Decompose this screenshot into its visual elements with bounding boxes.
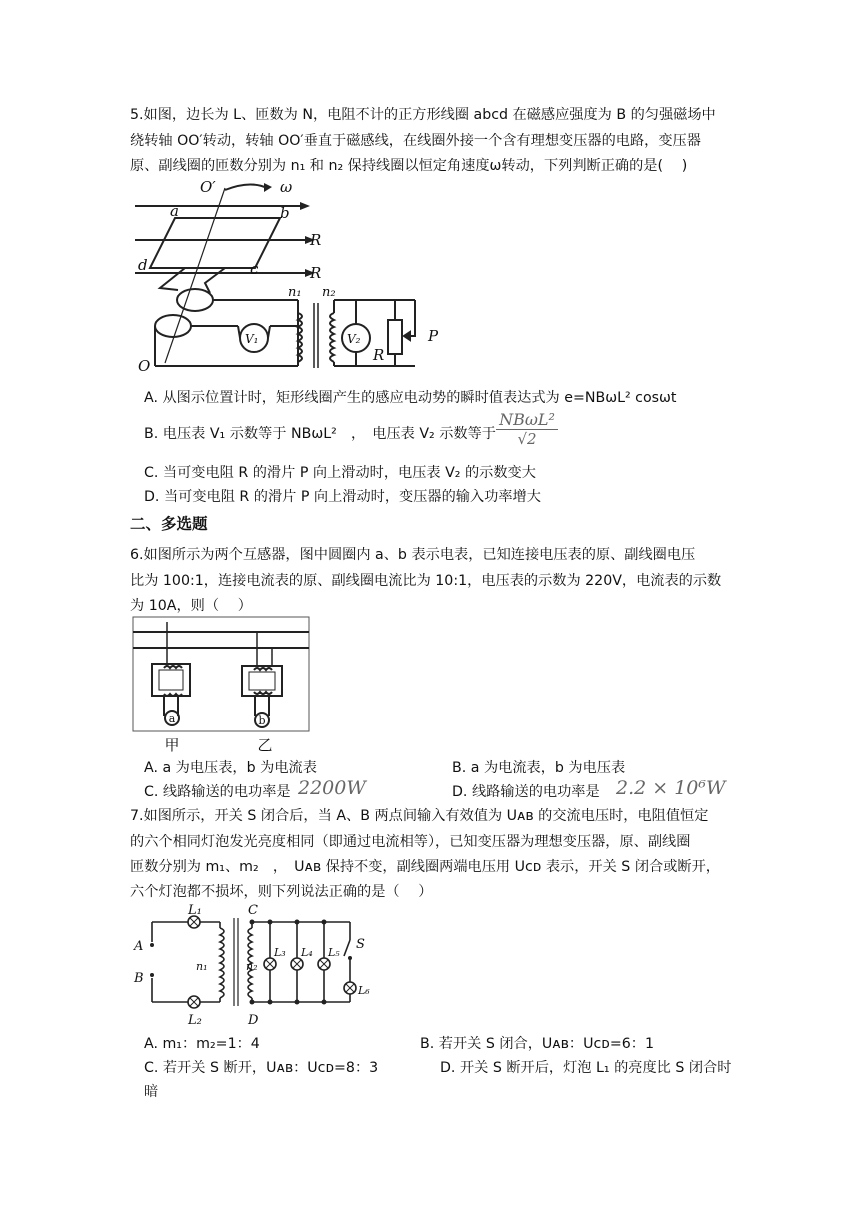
label-b: b <box>280 204 290 222</box>
label-l4: L₄ <box>301 946 313 959</box>
q5-stem-line-2: 绕转轴 OO′转动，转轴 OO′垂直于磁感线，在线圈外接一个含有理想变压器的电路，变压器 <box>130 133 701 149</box>
q5-stem-line-1: 5.如图，边长为 L、匝数为 N，电阻不计的正方形线圈 abcd 在磁感应强度为 B 的匀强磁场中 <box>130 107 716 123</box>
section-title: 二、多选题 <box>130 515 208 533</box>
q6-stem-line-1: 6.如图所示为两个互感器，图中圆圈内 a、b 表示电表，已知连接电压表的原、副线圈电压 <box>130 547 696 563</box>
q6-option-d-formula: 2.2 × 10⁶W <box>616 777 726 799</box>
label-r3: R <box>373 346 385 364</box>
q6-stem-line-3: 为 10A，则（ ） <box>130 598 252 614</box>
label-r1: R <box>310 231 322 249</box>
label-b: B <box>134 971 144 986</box>
q6-stem-line-2: 比为 100:1，连接电流表的原、副线圈电流比为 10:1，电压表的示数为 220V，电流表的示数 <box>130 573 722 589</box>
q6-option-c-formula: 2200W <box>298 777 366 799</box>
q5-option-a: A. 从图示位置计时，矩形线圈产生的感应电动势的瞬时值表达式为 e=NBωL² cosωt <box>144 390 677 406</box>
label-d: d <box>138 256 148 274</box>
meter-label-b: b <box>258 714 266 727</box>
q5-option-b: B. 电压表 V₁ 示数等于 NBωL² ， 电压表 V₂ 示数等于 <box>144 426 496 442</box>
label-l5: L₅ <box>328 946 340 959</box>
label-d: D <box>248 1013 259 1028</box>
q5-option-d: D. 当可变电阻 R 的滑片 P 向上滑动时，变压器的输入功率增大 <box>144 489 541 505</box>
label-l2: L₂ <box>188 1013 202 1028</box>
label-c: C <box>248 903 258 918</box>
label-a: A <box>134 939 144 954</box>
q7-option-c: C. 若开关 S 断开，Uᴀʙ：Uᴄᴅ=8：3 <box>144 1060 379 1076</box>
formula-denominator: √2 <box>517 430 537 448</box>
label-n1: n₁ <box>196 960 208 973</box>
label-yi: 乙 <box>257 736 273 754</box>
label-n2: n₂ <box>322 285 336 300</box>
label-l1: L₁ <box>188 903 202 918</box>
q6-option-b: B. a 为电流表，b 为电压表 <box>452 760 626 776</box>
label-l6: L₆ <box>358 984 370 997</box>
meter-label-a: a <box>168 712 176 725</box>
q5-generator-transformer-figure <box>130 178 460 383</box>
q6-option-d: D. 线路输送的电功率是 <box>452 784 600 800</box>
label-v1: V₁ <box>245 332 259 346</box>
label-l3: L₃ <box>274 946 286 959</box>
q5-option-c: C. 当可变电阻 R 的滑片 P 向上滑动时，电压表 V₂ 的示数变大 <box>144 465 536 481</box>
q7-option-d-continued: 暗 <box>144 1084 159 1100</box>
label-s: S <box>356 937 365 952</box>
q6-instrument-transformers-figure <box>132 616 312 754</box>
q7-stem-line-3: 匝数分别为 m₁、m₂ ， Uᴀʙ 保持不变，副线圈两端电压用 Uᴄᴅ 表示，开关 S 闭合或断开， <box>130 859 720 875</box>
label-jia: 甲 <box>164 736 180 754</box>
label-r2: R <box>310 264 322 282</box>
label-omega: ω <box>280 178 293 196</box>
q7-stem-line-1: 7.如图所示，开关 S 闭合后，当 A、B 两点间输入有效值为 Uᴀʙ 的交流电压时，电阻值恒定 <box>130 808 709 824</box>
label-p: P <box>428 327 439 345</box>
q5-stem-line-3: 原、副线圈的匝数分别为 n₁ 和 n₂ 保持线圈以恒定角速度ω转动，下列判断正确的是( ) <box>130 158 688 174</box>
label-c: c <box>250 260 259 278</box>
q7-transformer-lamps-figure <box>130 900 380 1030</box>
q7-option-d: D. 开关 S 断开后，灯泡 L₁ 的亮度比 S 闭合时 <box>440 1060 732 1076</box>
q7-option-a: A. m₁：m₂=1：4 <box>144 1036 260 1052</box>
q6-option-a: A. a 为电压表，b 为电流表 <box>144 760 317 776</box>
q7-option-b: B. 若开关 S 闭合，Uᴀʙ：Uᴄᴅ=6：1 <box>420 1036 654 1052</box>
label-n1: n₁ <box>288 285 302 300</box>
label-a: a <box>170 202 179 220</box>
q5-option-b-formula <box>496 410 558 449</box>
q6-option-c: C. 线路输送的电功率是 <box>144 784 291 800</box>
label-v2: V₂ <box>347 332 361 346</box>
q7-stem-line-2: 的六个相同灯泡发光亮度相同（即通过电流相等），已知变压器为理想变压器，原、副线圈 <box>130 834 691 850</box>
label-n2: n₂ <box>246 960 258 973</box>
label-o-prime: O′ <box>200 178 216 196</box>
label-o: O <box>138 357 151 375</box>
formula-numerator: NBωL² <box>496 410 558 430</box>
q7-stem-line-4: 六个灯泡都不损坏，则下列说法正确的是（ ） <box>130 884 433 900</box>
